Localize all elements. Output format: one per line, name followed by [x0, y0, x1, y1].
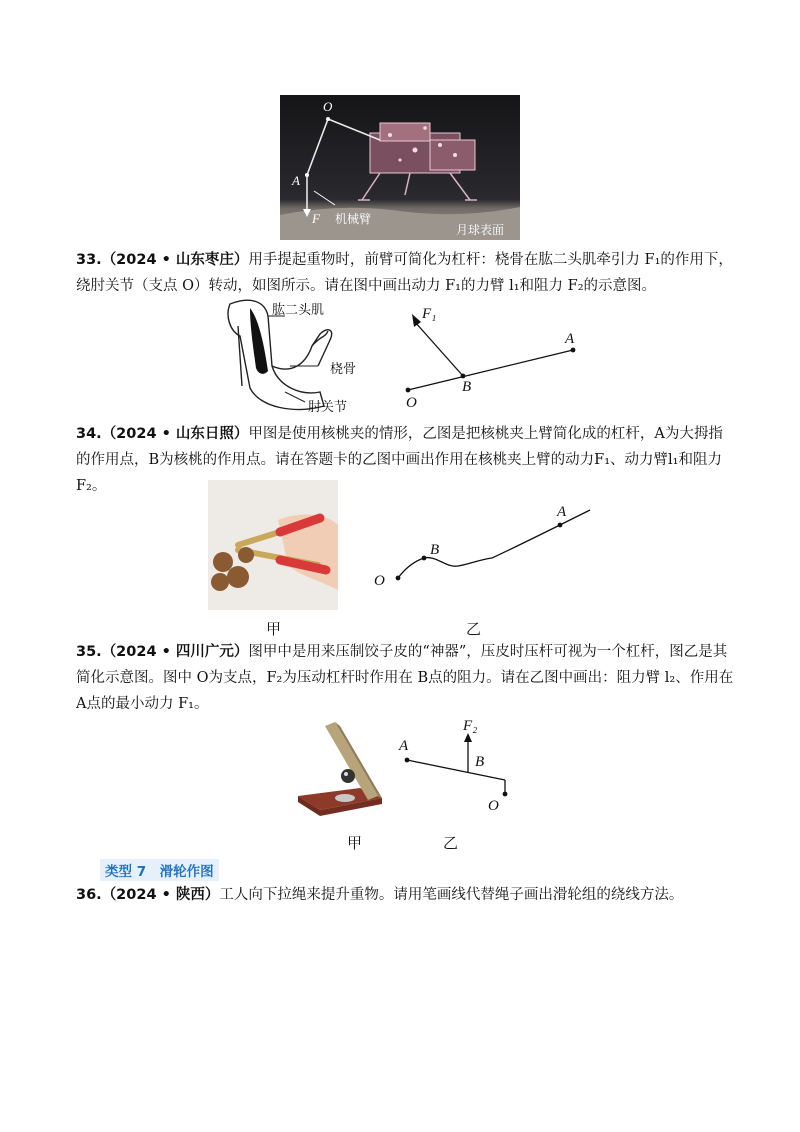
q35-source: （2024 • 四川广元） — [101, 644, 249, 660]
d34-label-O: O — [374, 573, 385, 589]
lever-diagram-35 — [395, 718, 525, 818]
q35-caption-yi: 乙 — [443, 834, 459, 852]
lander-label-O: O — [323, 99, 333, 114]
label-radius: 桡骨 — [330, 362, 357, 377]
label-biceps: 肱二头肌 — [272, 303, 325, 318]
d35-label-O: O — [488, 798, 499, 814]
lander-label-F: F — [312, 211, 320, 226]
lander-photo — [280, 95, 520, 240]
q34-number: 34. — [76, 426, 102, 442]
q33-source: （2024 • 山东枣庄） — [101, 252, 249, 268]
d34-label-B: B — [430, 542, 440, 558]
q36-text: 工人向下拉绳来提升重物。请用笔画线代替绳子画出滑轮组的绕线方法。 — [219, 887, 684, 903]
label-elbow: 肘关节 — [308, 400, 348, 415]
q33-text: 用手提起重物时，前臂可简化为杠杆：桡骨在肱二头肌牵引力 F₁的作用下，绕肘关节（支点 O）转动，如图所示。请在图中画出动力 F₁的力臂 l₁和阻力 F₂的示意图。 — [76, 252, 733, 294]
d35-label-A: A — [399, 738, 409, 754]
lever-diagram-33 — [395, 300, 595, 415]
lever-diagram-34 — [370, 500, 600, 595]
arm-label: 机械臂 — [335, 212, 372, 226]
q36-source: （2024 • 陕西） — [101, 887, 220, 903]
q34-source: （2024 • 山东日照） — [101, 426, 249, 442]
section-heading-type7: 类型 7 滑轮作图 — [100, 859, 219, 881]
d35-label-F2: F₂ — [463, 718, 478, 734]
q35-text: 图甲中是用来压制饺子皮的“神器”，压皮时压杆可视为一个杠杆，图乙是其简化示意图。图中 O为支点，F₂为压动杠杆时作用在 B点的阻力。请在乙图中画出：阻力臂 l₂、作用在 A点的最小动力 F₁。 — [76, 644, 734, 712]
q36-number: 36. — [76, 887, 102, 903]
q34-caption-yi: 乙 — [466, 620, 482, 638]
nutcracker-photo — [208, 480, 338, 610]
q35-number: 35. — [76, 644, 102, 660]
question-34 — [76, 421, 736, 499]
surface-label: 月球表面 — [456, 223, 505, 237]
question-33 — [76, 247, 736, 299]
question-35 — [76, 639, 736, 717]
d35-label-B: B — [475, 754, 485, 770]
q34-text: 甲图是使用核桃夹的情形，乙图是把核桃夹上臂简化成的杠杆，A为大拇指的作用点，B为核桃的作用点。请在答题卡的乙图中画出作用在核桃夹上臂的动力F₁、动力臂l₁和阻力F₂。 — [76, 426, 723, 494]
q35-caption-jia: 甲 — [347, 834, 363, 852]
lander-label-A: A — [292, 173, 300, 188]
dumpling-press-photo — [290, 718, 390, 828]
d34-label-A: A — [557, 504, 567, 520]
d33-label-A: A — [565, 331, 575, 347]
q33-number: 33. — [76, 252, 102, 268]
d33-label-O: O — [406, 395, 417, 411]
d33-label-F1: F₁ — [422, 306, 437, 322]
arm-illustration — [220, 296, 370, 414]
question-36 — [76, 882, 736, 908]
q34-caption-jia: 甲 — [266, 620, 282, 638]
d33-label-B: B — [462, 379, 472, 395]
